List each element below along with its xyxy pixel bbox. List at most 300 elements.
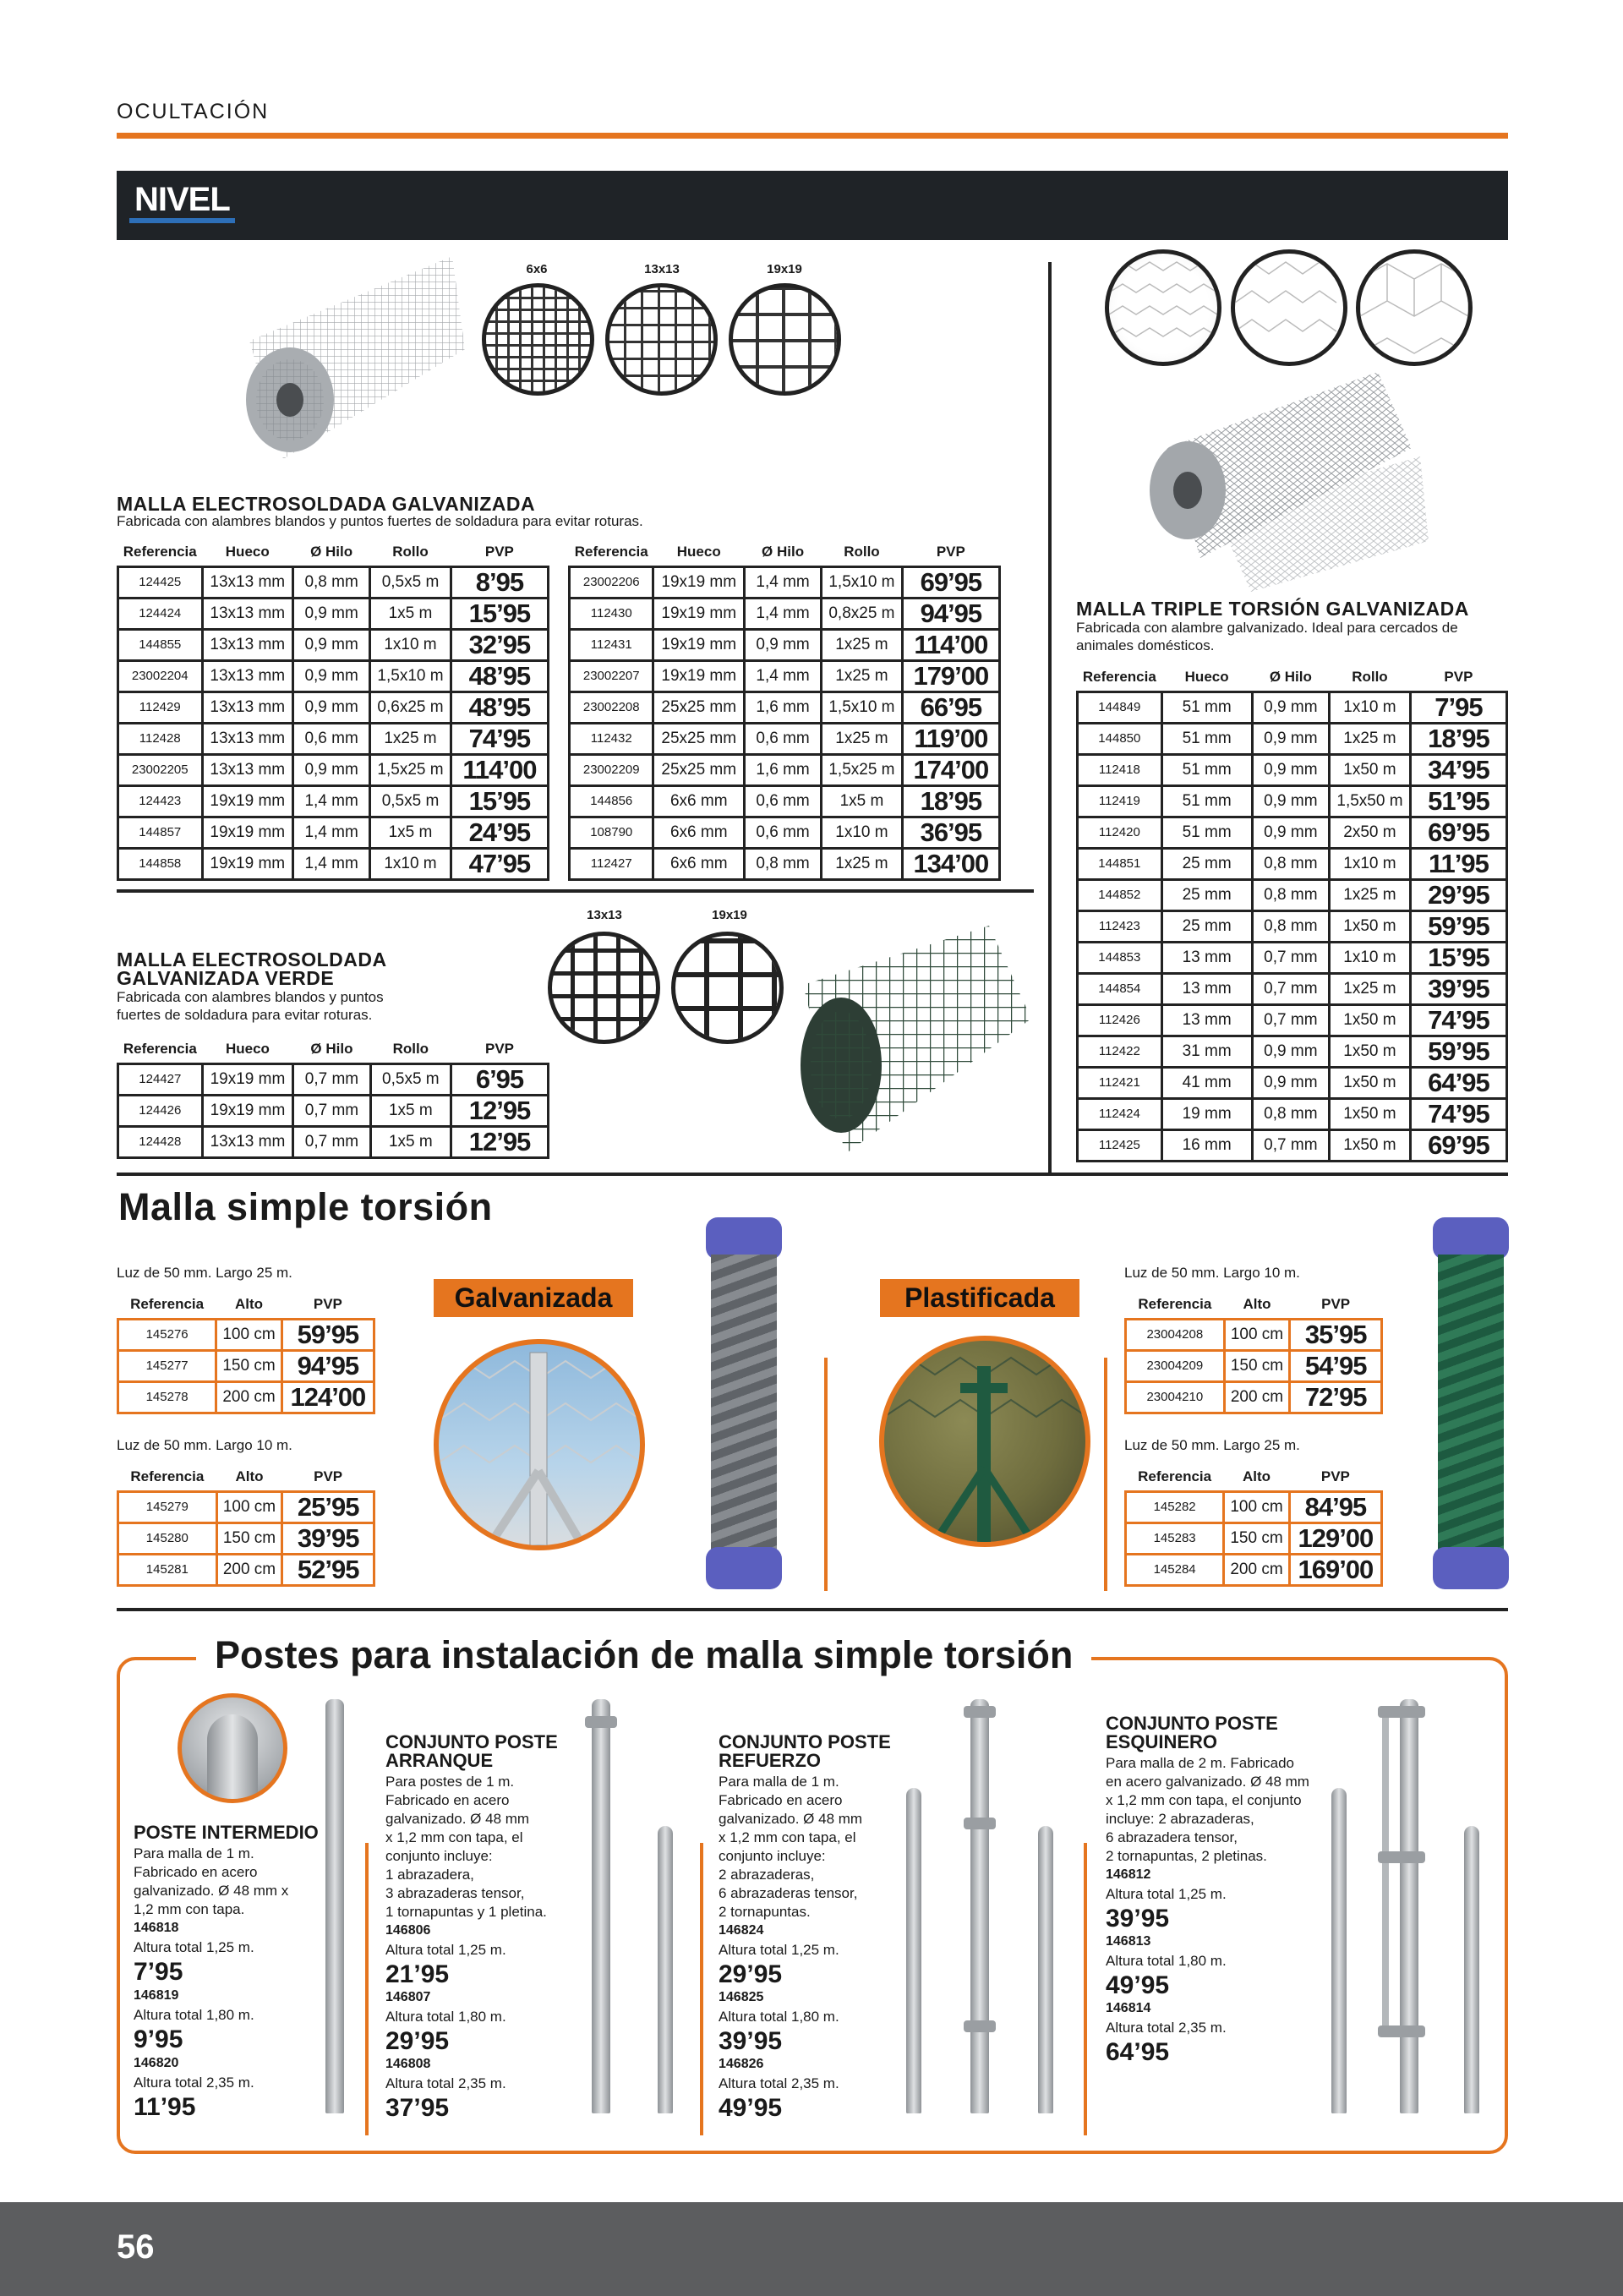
intermedio-title: POSTE INTERMEDIO — [134, 1822, 319, 1843]
refuerzo-title-2: REFUERZO — [719, 1750, 821, 1771]
table-cell: 0,9 mm — [745, 629, 822, 660]
esquinero-title-1: CONJUNTO POSTE — [1106, 1713, 1278, 1734]
table-row — [1126, 1381, 1382, 1413]
ref-cell: 112418 — [1078, 754, 1162, 785]
esquinero-clamp — [1378, 2025, 1425, 2037]
swatch-label-19x19: 19x19 — [712, 908, 747, 922]
esquinero-post — [1400, 1699, 1418, 2113]
price-cell: 84’95 — [1289, 1491, 1381, 1522]
ref-cell: 124427 — [118, 1063, 203, 1095]
postes-divider-3 — [1084, 1843, 1087, 2135]
refuerzo-desc-1: Para malla de 1 m. — [719, 1774, 839, 1790]
arranque-desc-4: x 1,2 mm con tapa, el — [385, 1829, 523, 1845]
col-header: Ø Hilo — [762, 544, 805, 560]
ref-cell: 145282 — [1126, 1491, 1224, 1522]
table-cell: 0,7 mm — [293, 1095, 370, 1126]
refuerzo-ref-3: 146826 — [719, 2057, 764, 2071]
refuerzo-title-1: CONJUNTO POSTE — [719, 1731, 891, 1752]
table-cell: 19x19 mm — [653, 598, 745, 629]
price-cell: 129’00 — [1289, 1522, 1381, 1554]
table-cell: 200 cm — [216, 1381, 282, 1413]
table-row — [570, 785, 1000, 817]
col-header: Referencia — [123, 544, 197, 560]
price-cell: 18’95 — [1410, 723, 1506, 754]
table-cell: 13x13 mm — [202, 629, 293, 660]
table-cell: 1,5x10 m — [822, 692, 903, 723]
col-header: PVP — [314, 1468, 343, 1485]
col-header: Rollo — [844, 544, 880, 560]
arranque-ref-1: 146806 — [385, 1923, 431, 1938]
col-header: Ø Hilo — [310, 544, 353, 560]
hex-swatch-small — [1356, 249, 1473, 366]
col-header: PVP — [1444, 669, 1473, 686]
table-cell: 1,4 mm — [745, 598, 822, 629]
table-cell: 1x5 m — [370, 1095, 451, 1126]
ref-cell: 112431 — [570, 629, 653, 660]
table-cell: 13x13 mm — [202, 692, 293, 723]
col-header: Referencia — [130, 1296, 205, 1313]
price-cell: 12’95 — [451, 1126, 549, 1157]
table-cell: 1,4 mm — [293, 817, 370, 848]
table-cell: 25x25 mm — [653, 754, 745, 785]
table-cell: 0,8 mm — [1252, 879, 1329, 910]
price-cell: 47’95 — [451, 848, 548, 879]
table-row — [118, 1381, 374, 1413]
table-row — [1126, 1319, 1382, 1350]
table-row — [1078, 692, 1507, 723]
table-cell: 51 mm — [1161, 817, 1252, 848]
ref-cell: 145276 — [118, 1319, 216, 1350]
price-cell: 114’00 — [451, 754, 548, 785]
table-cell: 1,6 mm — [745, 754, 822, 785]
galvanizada-badge: Galvanizada — [431, 1276, 636, 1320]
ref-cell: 145280 — [118, 1522, 217, 1554]
galv-10-caption: Luz de 50 mm. Largo 10 m. — [117, 1437, 292, 1453]
ref-cell: 112432 — [570, 723, 653, 754]
table-cell: 0,8 mm — [1252, 848, 1329, 879]
arranque-ref-3: 146808 — [385, 2057, 431, 2071]
intermedio-ref-1: 146818 — [134, 1921, 179, 1935]
refuerzo-desc-2: Fabricado en acero — [719, 1792, 843, 1808]
ref-cell: 124426 — [118, 1095, 203, 1126]
galv-orange-divider — [824, 1358, 828, 1591]
price-cell: 64’95 — [1410, 1067, 1506, 1098]
table-cell: 19x19 mm — [653, 629, 745, 660]
price-cell: 29’95 — [1410, 879, 1506, 910]
table-cell: 19x19 mm — [653, 660, 745, 692]
refuerzo-desc-3: galvanizado. Ø 48 mm — [719, 1811, 863, 1827]
table-cell: 0,8 mm — [293, 566, 370, 598]
intermedio-desc-4: 1,2 mm con tapa. — [134, 1901, 245, 1917]
brand-bar — [117, 171, 1508, 240]
price-cell: 134’00 — [902, 848, 999, 879]
triple-price-table — [1076, 664, 1508, 1162]
table-cell: 0,9 mm — [293, 629, 370, 660]
price-cell: 54’95 — [1290, 1350, 1382, 1381]
table-cell: 100 cm — [216, 1319, 282, 1350]
price-cell: 59’95 — [1410, 910, 1506, 942]
esquinero-desc-4: incluye: 2 abrazaderas, — [1106, 1811, 1254, 1827]
ref-cell: 124423 — [118, 785, 203, 817]
price-cell: 169’00 — [1289, 1554, 1381, 1585]
table-cell: 1,5x25 m — [370, 754, 451, 785]
price-cell: 114’00 — [902, 629, 999, 660]
arranque-height-1: Altura total 1,25 m. — [385, 1942, 506, 1958]
esquinero-price-1: 39’95 — [1106, 1905, 1170, 1932]
ref-cell: 144854 — [1078, 973, 1162, 1004]
price-cell: 94’95 — [281, 1350, 374, 1381]
price-cell: 15’95 — [451, 598, 548, 629]
galv-product-desc: Fabricada con alambres blandos y puntos fuertes de soldadura para evitar roturas. — [117, 513, 643, 529]
table-cell: 0,7 mm — [1252, 1004, 1329, 1036]
orange-divider — [117, 133, 1508, 139]
table-row — [118, 692, 549, 723]
ref-cell: 144857 — [118, 817, 203, 848]
table-cell: 1x10 m — [370, 848, 451, 879]
ref-cell: 23002208 — [570, 692, 653, 723]
postes-heading: Postes para instalación de malla simple torsión — [196, 1633, 1091, 1677]
price-cell: 94’95 — [902, 598, 999, 629]
col-header: Referencia — [123, 1041, 197, 1058]
table-row — [1078, 785, 1507, 817]
table-row — [118, 754, 549, 785]
price-cell: 59’95 — [281, 1319, 374, 1350]
ref-cell: 23002209 — [570, 754, 653, 785]
col-header: PVP — [936, 544, 965, 560]
table-cell: 150 cm — [216, 1522, 282, 1554]
col-header: Rollo — [392, 544, 429, 560]
table-cell: 1x25 m — [822, 848, 903, 879]
table-cell: 51 mm — [1161, 785, 1252, 817]
table-row — [118, 848, 549, 879]
table-row — [1078, 879, 1507, 910]
refuerzo-clamp — [964, 1818, 996, 1829]
table-cell: 1x10 m — [822, 817, 903, 848]
galv-roll-image — [232, 248, 469, 484]
table-cell: 0,9 mm — [1252, 1036, 1329, 1067]
table-cell: 1x50 m — [1330, 1067, 1411, 1098]
arranque-desc-6: 1 abrazadera, — [385, 1867, 474, 1883]
section-divider — [117, 889, 1034, 893]
table-cell: 0,9 mm — [293, 754, 370, 785]
mesh-swatch-19x19 — [729, 283, 841, 396]
ref-cell: 112426 — [1078, 1004, 1162, 1036]
table-row — [118, 1350, 374, 1381]
table-cell: 0,8 mm — [1252, 1098, 1329, 1129]
swatch-label-13x13: 13x13 — [644, 262, 680, 276]
table-row — [1078, 1067, 1507, 1098]
table-row — [1078, 1098, 1507, 1129]
price-cell: 8’95 — [451, 566, 548, 598]
refuerzo-height-2: Altura total 1,80 m. — [719, 2009, 839, 2025]
table-cell: 2x50 m — [1330, 817, 1411, 848]
esquinero-clamp — [1378, 1851, 1425, 1863]
table-cell: 1x10 m — [1330, 848, 1411, 879]
col-header: Hueco — [1184, 669, 1229, 686]
price-cell: 39’95 — [1410, 973, 1506, 1004]
table-cell: 0,6 mm — [745, 723, 822, 754]
table-cell: 0,7 mm — [1252, 973, 1329, 1004]
table-cell: 1,6 mm — [745, 692, 822, 723]
table-cell: 19x19 mm — [202, 1063, 293, 1095]
table-cell: 51 mm — [1161, 692, 1252, 723]
refuerzo-desc-8: 2 tornapuntas. — [719, 1904, 811, 1920]
table-cell: 0,6 mm — [745, 817, 822, 848]
price-cell: 69’95 — [902, 566, 999, 598]
table-cell: 0,8 mm — [1252, 910, 1329, 942]
table-cell: 0,5x5 m — [370, 785, 451, 817]
col-header: Referencia — [1082, 669, 1156, 686]
ref-cell: 144856 — [570, 785, 653, 817]
ref-cell: 145284 — [1126, 1554, 1224, 1585]
table-cell: 1,5x50 m — [1330, 785, 1411, 817]
galv-25-table — [117, 1292, 375, 1414]
price-cell: 39’95 — [282, 1522, 374, 1554]
price-cell: 48’95 — [451, 660, 548, 692]
arranque-clamp — [585, 1716, 617, 1728]
table-cell: 1x50 m — [1330, 1004, 1411, 1036]
mesh-swatch-13x13 — [605, 283, 718, 396]
table-row — [1078, 1129, 1507, 1161]
arranque-ref-2: 146807 — [385, 1990, 431, 2004]
ref-cell: 112428 — [118, 723, 203, 754]
triple-desc-line-1: Fabricada con alambre galvanizado. Ideal para cercados de — [1076, 620, 1458, 636]
price-cell: 72’95 — [1290, 1381, 1382, 1413]
arranque-desc-2: Fabricado en acero — [385, 1792, 510, 1808]
plast-25-table — [1124, 1464, 1383, 1587]
table-cell: 41 mm — [1161, 1067, 1252, 1098]
ref-cell: 108790 — [570, 817, 653, 848]
ref-cell: 112423 — [1078, 910, 1162, 942]
galvanizada-roll — [706, 1217, 782, 1589]
price-cell: 36’95 — [902, 817, 999, 848]
table-cell: 1x50 m — [1330, 1098, 1411, 1129]
section-divider — [117, 1608, 1508, 1611]
galv-product-title: MALLA ELECTROSOLDADA GALVANIZADA — [117, 493, 536, 515]
triple-desc-line-2: animales domésticos. — [1076, 637, 1215, 653]
swatch-label-19x19: 19x19 — [767, 262, 802, 276]
arranque-desc-7: 3 abrazaderas tensor, — [385, 1885, 525, 1901]
table-row — [570, 598, 1000, 629]
ref-cell: 145278 — [118, 1381, 216, 1413]
table-row — [1078, 910, 1507, 942]
table-cell: 1x10 m — [1330, 942, 1411, 973]
table-row — [1078, 817, 1507, 848]
table-cell: 19x19 mm — [202, 785, 293, 817]
table-row — [118, 1319, 374, 1350]
verde-price-table — [117, 1036, 549, 1159]
table-cell: 0,5x5 m — [370, 1063, 451, 1095]
price-cell: 12’95 — [451, 1095, 549, 1126]
table-row — [118, 1554, 374, 1585]
table-cell: 0,6 mm — [293, 723, 370, 754]
table-cell: 100 cm — [216, 1491, 282, 1522]
table-cell: 25x25 mm — [653, 692, 745, 723]
ref-cell: 112420 — [1078, 817, 1162, 848]
col-header: Rollo — [392, 1041, 429, 1058]
price-cell: 7’95 — [1410, 692, 1506, 723]
intermedio-desc-2: Fabricado en acero — [134, 1864, 258, 1880]
price-cell: 124’00 — [281, 1381, 374, 1413]
table-cell: 1,5x25 m — [822, 754, 903, 785]
ref-cell: 144853 — [1078, 942, 1162, 973]
green-roll-image — [795, 926, 1031, 1162]
arranque-desc-3: galvanizado. Ø 48 mm — [385, 1811, 530, 1827]
esquinero-ref-2: 146813 — [1106, 1934, 1151, 1949]
esquinero-price-3: 64’95 — [1106, 2038, 1170, 2066]
ref-cell: 112419 — [1078, 785, 1162, 817]
intermedio-price-2: 9’95 — [134, 2025, 183, 2053]
table-cell: 0,9 mm — [293, 598, 370, 629]
esquinero-desc-2: en acero galvanizado. Ø 48 mm — [1106, 1774, 1309, 1790]
col-header: Hueco — [676, 544, 721, 560]
triple-roll-image — [1141, 372, 1429, 592]
col-header: PVP — [484, 544, 514, 560]
esquinero-strut-left — [1331, 1788, 1347, 2113]
page-footer — [0, 2202, 1623, 2296]
price-cell: 51’95 — [1410, 785, 1506, 817]
table-cell: 25 mm — [1161, 848, 1252, 879]
price-cell: 119’00 — [902, 723, 999, 754]
refuerzo-post — [970, 1699, 989, 2113]
nivel-logo: NIVEL — [129, 183, 235, 223]
table-cell: 0,7 mm — [1252, 1129, 1329, 1161]
section-label: OCULTACIÓN — [117, 100, 270, 123]
table-cell: 13x13 mm — [202, 754, 293, 785]
refuerzo-ref-1: 146824 — [719, 1923, 764, 1938]
table-row — [570, 754, 1000, 785]
ref-cell: 112421 — [1078, 1067, 1162, 1098]
table-cell: 0,9 mm — [1252, 723, 1329, 754]
table-cell: 1x10 m — [370, 629, 451, 660]
ref-cell: 144849 — [1078, 692, 1162, 723]
esquinero-price-2: 49’95 — [1106, 1971, 1170, 1999]
ref-cell: 112430 — [570, 598, 653, 629]
esquinero-height-2: Altura total 1,80 m. — [1106, 1953, 1227, 1969]
galv-25-caption: Luz de 50 mm. Largo 25 m. — [117, 1265, 292, 1281]
intermedio-post — [325, 1699, 344, 2113]
ref-cell: 112424 — [1078, 1098, 1162, 1129]
price-cell: 11’95 — [1410, 848, 1506, 879]
table-row — [118, 660, 549, 692]
ref-cell: 145283 — [1126, 1522, 1224, 1554]
price-cell: 48’95 — [451, 692, 548, 723]
ref-cell: 144851 — [1078, 848, 1162, 879]
table-cell: 13x13 mm — [202, 566, 293, 598]
price-cell: 34’95 — [1410, 754, 1506, 785]
hex-swatch-medium — [1231, 249, 1347, 366]
arranque-desc-1: Para postes de 1 m. — [385, 1774, 515, 1790]
table-cell: 1x25 m — [1330, 723, 1411, 754]
table-cell: 0,9 mm — [1252, 817, 1329, 848]
col-header: PVP — [313, 1296, 342, 1313]
ref-cell: 23002206 — [570, 566, 653, 598]
intermedio-price-3: 11’95 — [134, 2093, 196, 2121]
ref-cell: 124428 — [118, 1126, 203, 1157]
verde-title-line-2: GALVANIZADA VERDE — [117, 967, 335, 989]
arranque-height-3: Altura total 2,35 m. — [385, 2075, 506, 2091]
intermedio-price-1: 7’95 — [134, 1958, 183, 1986]
table-cell: 200 cm — [1224, 1554, 1290, 1585]
table-cell: 1x25 m — [1330, 879, 1411, 910]
table-cell: 25 mm — [1161, 879, 1252, 910]
ref-cell: 144850 — [1078, 723, 1162, 754]
intermedio-height-1: Altura total 1,25 m. — [134, 1939, 254, 1955]
table-row — [1126, 1491, 1382, 1522]
ref-cell: 124424 — [118, 598, 203, 629]
table-row — [118, 1095, 549, 1126]
table-row — [1078, 848, 1507, 879]
col-header: Alto — [1243, 1296, 1271, 1313]
table-row — [118, 785, 549, 817]
table-row — [1126, 1554, 1382, 1585]
esquinero-title-2: ESQUINERO — [1106, 1731, 1218, 1752]
refuerzo-strut-right — [1038, 1826, 1053, 2113]
triple-title: MALLA TRIPLE TORSIÓN GALVANIZADA — [1076, 598, 1469, 620]
table-cell: 1x5 m — [822, 785, 903, 817]
table-cell: 13x13 mm — [202, 660, 293, 692]
table-row — [570, 723, 1000, 754]
intermedio-desc-1: Para malla de 1 m. — [134, 1845, 254, 1861]
table-cell: 1,4 mm — [745, 660, 822, 692]
table-cell: 200 cm — [1224, 1381, 1290, 1413]
table-cell: 150 cm — [1224, 1522, 1290, 1554]
esquinero-desc-1: Para malla de 2 m. Fabricado — [1106, 1755, 1294, 1771]
col-header: Referencia — [1138, 1468, 1212, 1485]
arranque-desc-5: conjunto incluye: — [385, 1848, 493, 1864]
section-divider — [117, 1173, 1508, 1176]
ref-cell: 23002204 — [118, 660, 203, 692]
price-cell: 15’95 — [1410, 942, 1506, 973]
col-header: Rollo — [1352, 669, 1388, 686]
table-row — [118, 1522, 374, 1554]
col-header: PVP — [1320, 1468, 1350, 1485]
table-cell: 0,6 mm — [745, 785, 822, 817]
price-cell: 32’95 — [451, 629, 548, 660]
table-cell: 13 mm — [1161, 973, 1252, 1004]
refuerzo-desc-5: conjunto incluye: — [719, 1848, 826, 1864]
plastificada-photo — [879, 1336, 1090, 1547]
ref-cell: 112429 — [118, 692, 203, 723]
hex-swatch-large — [1105, 249, 1221, 366]
swatch-label-13x13: 13x13 — [587, 908, 622, 922]
col-header: Hueco — [225, 544, 270, 560]
esquinero-height-3: Altura total 2,35 m. — [1106, 2020, 1227, 2036]
col-header: Referencia — [574, 544, 648, 560]
esquinero-ref-3: 146814 — [1106, 2001, 1151, 2015]
table-cell: 0,9 mm — [1252, 1067, 1329, 1098]
table-row — [118, 1126, 549, 1157]
plastificada-roll — [1433, 1217, 1509, 1589]
refuerzo-desc-7: 6 abrazaderas tensor, — [719, 1885, 858, 1901]
arranque-height-2: Altura total 1,80 m. — [385, 2009, 506, 2025]
price-cell: 15’95 — [451, 785, 548, 817]
table-cell: 1x50 m — [1330, 1129, 1411, 1161]
intermedio-height-2: Altura total 1,80 m. — [134, 2007, 254, 2023]
col-header: Ø Hilo — [310, 1041, 353, 1058]
table-cell: 6x6 mm — [653, 785, 745, 817]
col-header: Alto — [235, 1296, 264, 1313]
ref-cell: 144855 — [118, 629, 203, 660]
table-row — [570, 629, 1000, 660]
table-cell: 1x5 m — [370, 598, 451, 629]
table-cell: 1,4 mm — [293, 848, 370, 879]
table-cell: 1x25 m — [370, 723, 451, 754]
col-header: Alto — [1243, 1468, 1271, 1485]
table-row — [118, 1491, 374, 1522]
esquinero-desc-3: x 1,2 mm con tapa, el conjunto — [1106, 1792, 1302, 1808]
verde-desc-line-1: Fabricada con alambres blandos y puntos — [117, 989, 384, 1005]
